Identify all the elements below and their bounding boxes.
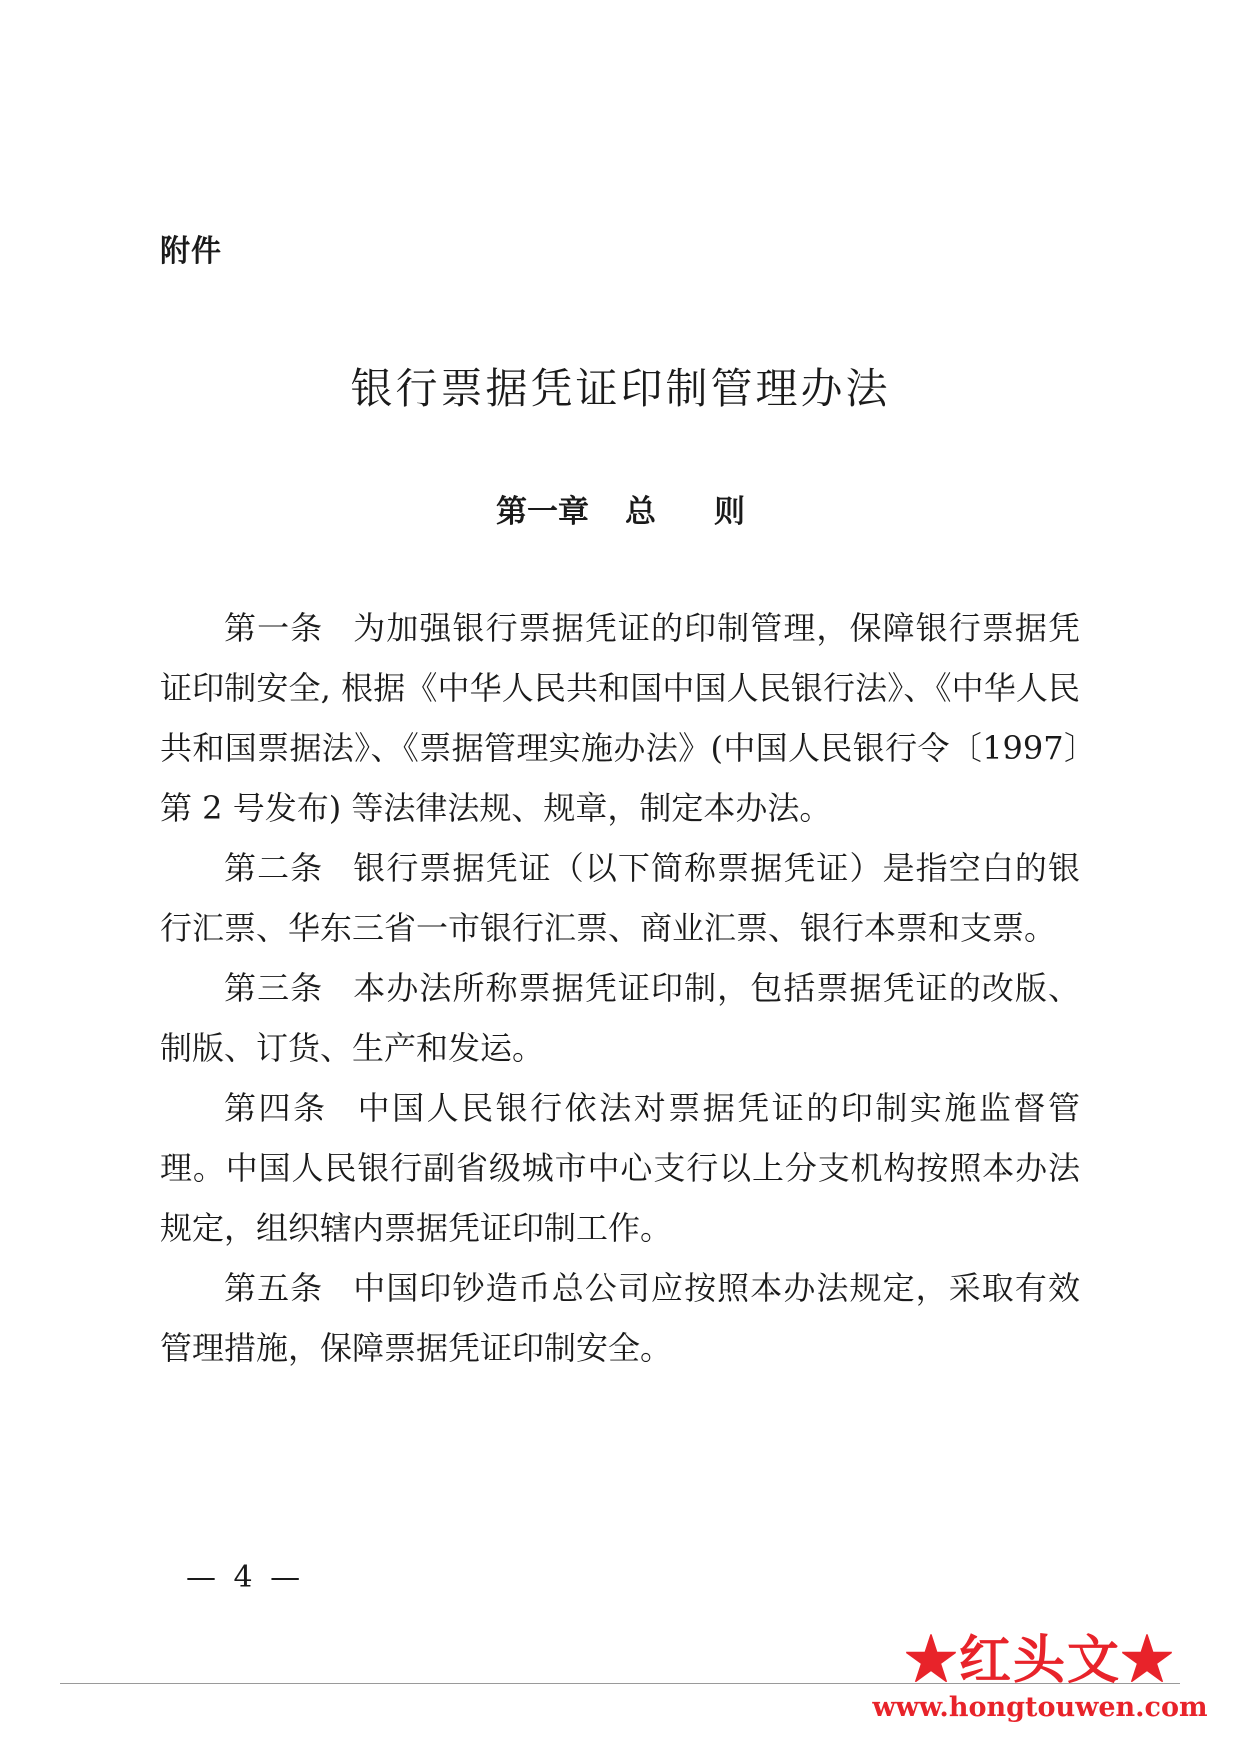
document-body bbox=[160, 598, 1080, 1378]
document-title: 银行票据凭证印制管理办法 bbox=[350, 364, 891, 413]
article-label: 第五条 bbox=[224, 1269, 324, 1307]
article-2 bbox=[160, 838, 1080, 958]
chapter-number: 第一章 bbox=[496, 494, 589, 530]
attachment-label: 附件 bbox=[160, 234, 222, 269]
article-text: 中国人民银行依法对票据凭证的印制实施监督管理。中国人民银行副省级城市中心支行以上分支机构按照本办法规定，组织辖内票据凭证印制工作。 bbox=[160, 1089, 1080, 1247]
page-number: — 4 — bbox=[186, 1560, 305, 1595]
article-5 bbox=[160, 1258, 1080, 1378]
chapter-name-part1: 总 bbox=[625, 494, 656, 530]
article-1 bbox=[160, 598, 1080, 838]
article-3 bbox=[160, 958, 1080, 1078]
article-text: 银行票据凭证（以下简称票据凭证）是指空白的银行汇票、华东三省一市银行汇票、商业汇票、银行本票和支票。 bbox=[160, 849, 1080, 947]
article-text: 为加强银行票据凭证的印制管理，保障银行票据凭证印制安全, 根据《中华人民共和国中国人民银行法》、《中华人民共和国票据法》、《票据管理实施办法》(中国人民银行令〔1997〕第 2 号发布) 等法律法规、规章，制定本办法。 bbox=[160, 609, 1080, 827]
article-text: 中国印钞造币总公司应按照本办法规定，采取有效管理措施，保障票据凭证印制安全。 bbox=[160, 1269, 1080, 1367]
article-label: 第三条 bbox=[224, 969, 324, 1007]
chapter-name-part2: 则 bbox=[714, 494, 745, 530]
bottom-divider bbox=[60, 1683, 1180, 1684]
article-label: 第一条 bbox=[224, 609, 324, 647]
watermark-url: www.hongtouwen.com bbox=[872, 1692, 1208, 1723]
watermark-brand: ★红头文★ bbox=[904, 1630, 1175, 1691]
article-text: 本办法所称票据凭证印制，包括票据凭证的改版、制版、订货、生产和发运。 bbox=[160, 969, 1080, 1067]
watermark bbox=[860, 1618, 1220, 1738]
article-label: 第四条 bbox=[224, 1089, 328, 1127]
article-label: 第二条 bbox=[224, 849, 324, 887]
article-4 bbox=[160, 1078, 1080, 1258]
chapter-heading bbox=[0, 486, 1241, 531]
